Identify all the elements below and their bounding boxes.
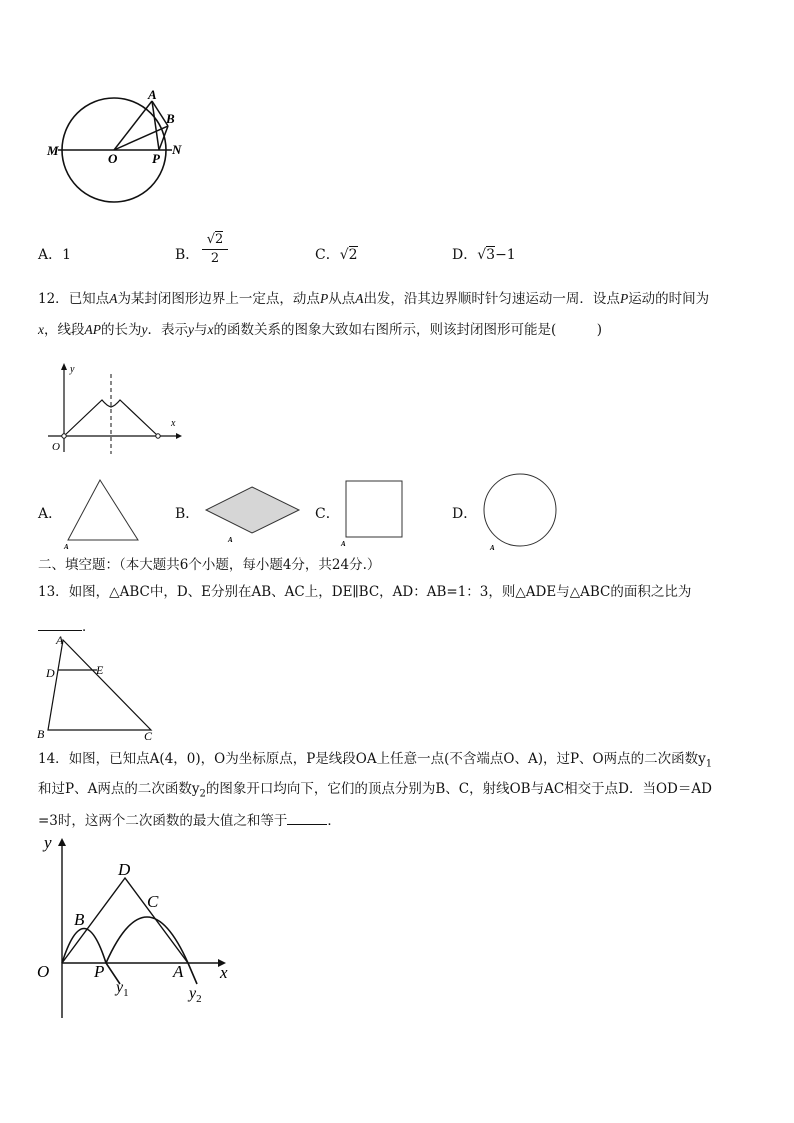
q14-line-3: =3时，这两个二次函数的最大值之和等于 ． [38,810,341,830]
label-B: B [37,727,45,741]
var-A: A [109,291,118,306]
label-x: x [171,418,176,429]
label-P: P [152,151,160,166]
label-C: C [144,729,153,742]
sqrt-symbol: √ [477,247,487,263]
q12-option-b-rhombus [200,484,304,544]
q13-line-1: 13．如图，△ABC中，D、E分别在AB、AC上，DE∥BC，AD：AB=1：3，则△ADE与△ABC的面积之比为 [38,584,692,600]
q12-option-c-square [338,478,408,548]
label-B: B [74,910,85,929]
option-tail: −1 [495,247,516,263]
q12-line-1: 12．已知点A为某封闭图形边界上一定点，动点P从点A出发，沿其边界顺时针匀速运动一周．设点P运动的时间为 [38,291,710,307]
label-D: D [118,860,131,879]
q14-line-2: 和过P、A两点的二次函数$y_2$的图象开口均向下，它们的顶点分别为B、C，射线OB与AC相交于点D．当OD＝AD [38,781,712,800]
label-y2: $y_2$ [189,985,202,1005]
var-x: x [38,322,44,337]
label-y: y [70,364,75,375]
circle-shape [484,474,556,546]
radicand: 3 [486,247,496,263]
label-A: A [341,540,346,548]
sqrt-symbol: √ [339,247,349,263]
fraction-numerator: √2 [206,232,224,247]
q12-function-graph [44,360,184,456]
circle-figure [40,84,200,214]
y-axis-arrow [58,838,66,846]
q12-option-a-letter: A． [38,506,63,522]
label-y: y [44,833,52,852]
q11-option-d [452,244,516,264]
section-title: 二、填空题：（本大题共6个小题，每小题4分，共24分.） [38,557,381,573]
square-shape [346,481,402,537]
parabola-y1 [62,929,120,985]
q12-option-c-letter: C． [315,506,340,522]
option-value: 1 [62,247,72,263]
triangle-ABC [48,640,151,730]
q12-option-b-letter: B． [175,506,200,522]
label-N: N [172,142,182,157]
q11-option-b-fraction [202,232,228,267]
triangle-shape [68,480,138,540]
q11-option-b [175,244,199,264]
var-P: P [619,291,629,306]
option-letter: A． [38,247,63,263]
answer-blank[interactable] [287,810,327,825]
segment-OA [114,101,152,150]
x-axis-arrow [176,433,182,439]
var-y: y [188,322,194,337]
label-P: P [94,962,105,981]
label-x: x [220,963,228,982]
q13-triangle-figure [36,632,166,742]
var-A: A [355,291,364,306]
q12-option-d-circle [480,470,562,554]
q12-option-a-triangle [60,476,150,550]
q11-option-c [315,244,358,264]
label-B: B [166,111,175,126]
fraction-denominator: 2 [210,251,220,266]
q11-option-a [38,244,71,264]
q12-option-d-letter: D． [452,506,478,522]
question-number: 13． [38,584,69,600]
label-A: A [228,536,233,544]
label-A: A [148,87,157,102]
label-D: D [46,666,55,680]
question-number: 12． [38,291,69,307]
label-y1: $y_1$ [116,979,129,999]
label-A: A [490,544,495,552]
var-AP: AP [84,322,101,337]
label-O: O [52,441,60,453]
label-A: A [173,962,184,981]
var-P: P [319,291,329,306]
label-O: O [108,151,118,166]
q14-line-1: 14．如图，已知点A(4，0)，O为坐标原点，P是线段OA上任意一点(不含端点O、A)，过P、O两点的二次函数$y_1$ [38,751,713,770]
segment-AP [152,101,159,150]
answer-blank[interactable] [38,616,82,631]
label-O: O [37,962,50,981]
subscript: 2 [199,788,206,800]
end-point [156,434,160,438]
var-x: x [207,322,214,337]
rhombus-shape [206,487,299,533]
q14-parabola-figure [34,832,244,1024]
option-letter: D． [452,247,478,263]
y-axis-arrow [61,363,67,370]
start-point [62,434,66,438]
q13-answer-line: ． [38,616,96,636]
subscript: 1 [705,758,713,770]
label-M: M [47,143,59,158]
label-C: C [147,892,159,911]
label-A: A [56,633,64,647]
label-E: E [96,663,104,677]
fraction-bar [202,249,228,250]
q12-line-2: x，线段AP的长为y．表示y与x的函数关系的图象大致如右图所示，则该封闭图形可能是( ) [38,322,603,338]
label-A: A [64,543,69,550]
question-number: 14． [38,751,69,767]
var-y: y [141,322,148,337]
option-letter: C． [315,247,340,263]
option-letter: B． [175,247,200,263]
radicand: 2 [348,247,358,263]
